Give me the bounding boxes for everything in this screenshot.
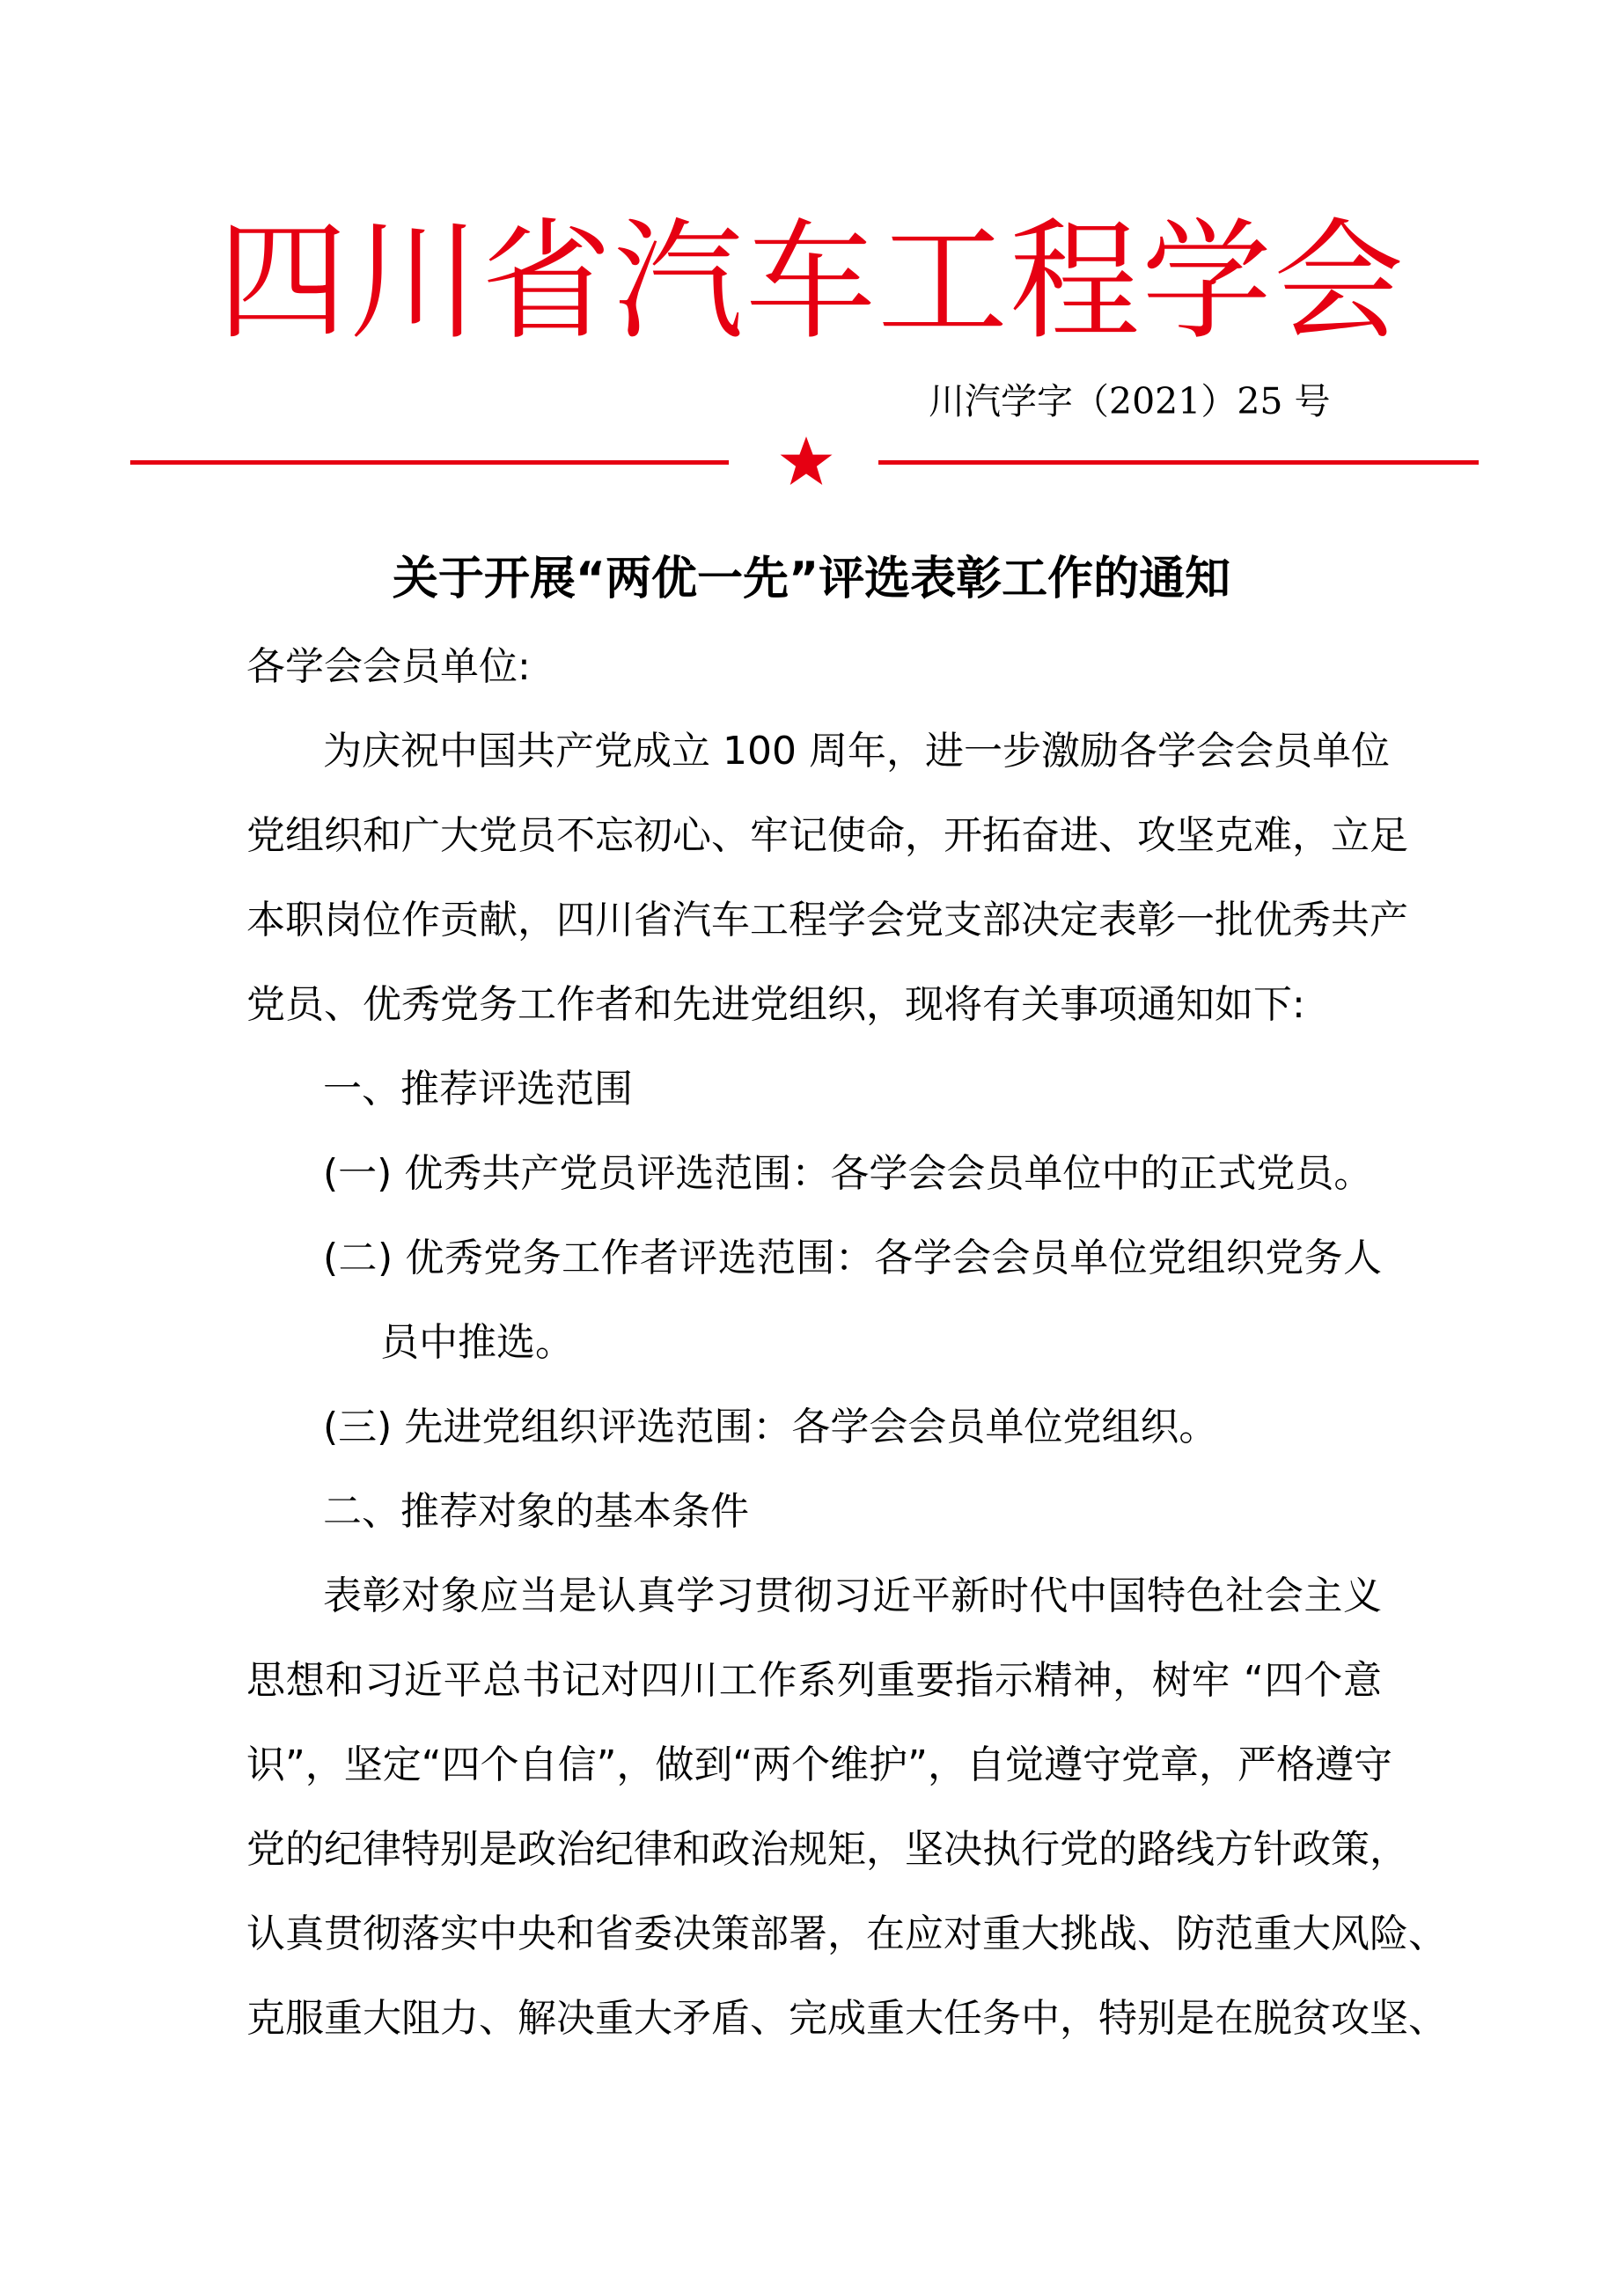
paragraph-line: 党员、优秀党务工作者和先进党组织，现将有关事项通知如下: bbox=[246, 982, 1305, 1027]
list-item: (一) 优秀共产党员评选范围：各学会会员单位中的正式党员。 bbox=[323, 1151, 1373, 1196]
paragraph-line: 思想和习近平总书记对四川工作系列重要指示精神，树牢 “四个意 bbox=[246, 1658, 1382, 1703]
paragraph-line: 克服重大阻力、解决重大矛盾、完成重大任务中，特别是在脱贫攻坚、 bbox=[246, 1996, 1447, 2041]
salutation: 各学会会员单位: bbox=[246, 644, 531, 689]
red-star-icon bbox=[778, 433, 834, 489]
notice-title: 关于开展“两优一先”评选表彰工作的通知 bbox=[392, 553, 1231, 605]
list-item: (三) 先进党组织评选范围：各学会会员单位党组织。 bbox=[323, 1405, 1218, 1449]
paragraph-line: 为庆祝中国共产党成立 100 周年，进一步激励各学会会员单位 bbox=[323, 729, 1390, 774]
paragraph-line: 本职岗位作贡献，四川省汽车工程学会党支部决定表彰一批优秀共产 bbox=[246, 898, 1408, 943]
paragraph-line: 党的纪律特别是政治纪律和政治规矩，坚决执行党的路线方针政策， bbox=[246, 1827, 1408, 1872]
red-divider-left bbox=[130, 460, 729, 465]
paragraph-line: 党组织和广大党员不忘初心、牢记使命，开拓奋进、攻坚克难，立足 bbox=[246, 813, 1408, 858]
section-heading: 二、推荐对象的基本条件 bbox=[323, 1489, 749, 1534]
paragraph-line: 表彰对象应当是认真学习贯彻习近平新时代中国特色社会主义 bbox=[323, 1573, 1382, 1618]
section-heading: 一、推荐评选范围 bbox=[323, 1067, 633, 1111]
org-name-title: 四川省汽车工程学会 bbox=[217, 206, 1406, 357]
paragraph-line: 认真贯彻落实中央和省委决策部署，在应对重大挑战、防范重大风险、 bbox=[246, 1911, 1447, 1956]
list-item: (二) 优秀党务工作者评选范围：各学会会员单位党组织党务人 bbox=[323, 1236, 1382, 1280]
document-number: 川汽学字（2021）25 号 bbox=[929, 380, 1331, 422]
list-item-continuation: 员中推选。 bbox=[380, 1320, 574, 1365]
red-divider-right bbox=[878, 460, 1479, 465]
paragraph-line: 识”，坚定“四个自信”，做到“两个维护”，自觉遵守党章，严格遵守 bbox=[246, 1742, 1392, 1787]
